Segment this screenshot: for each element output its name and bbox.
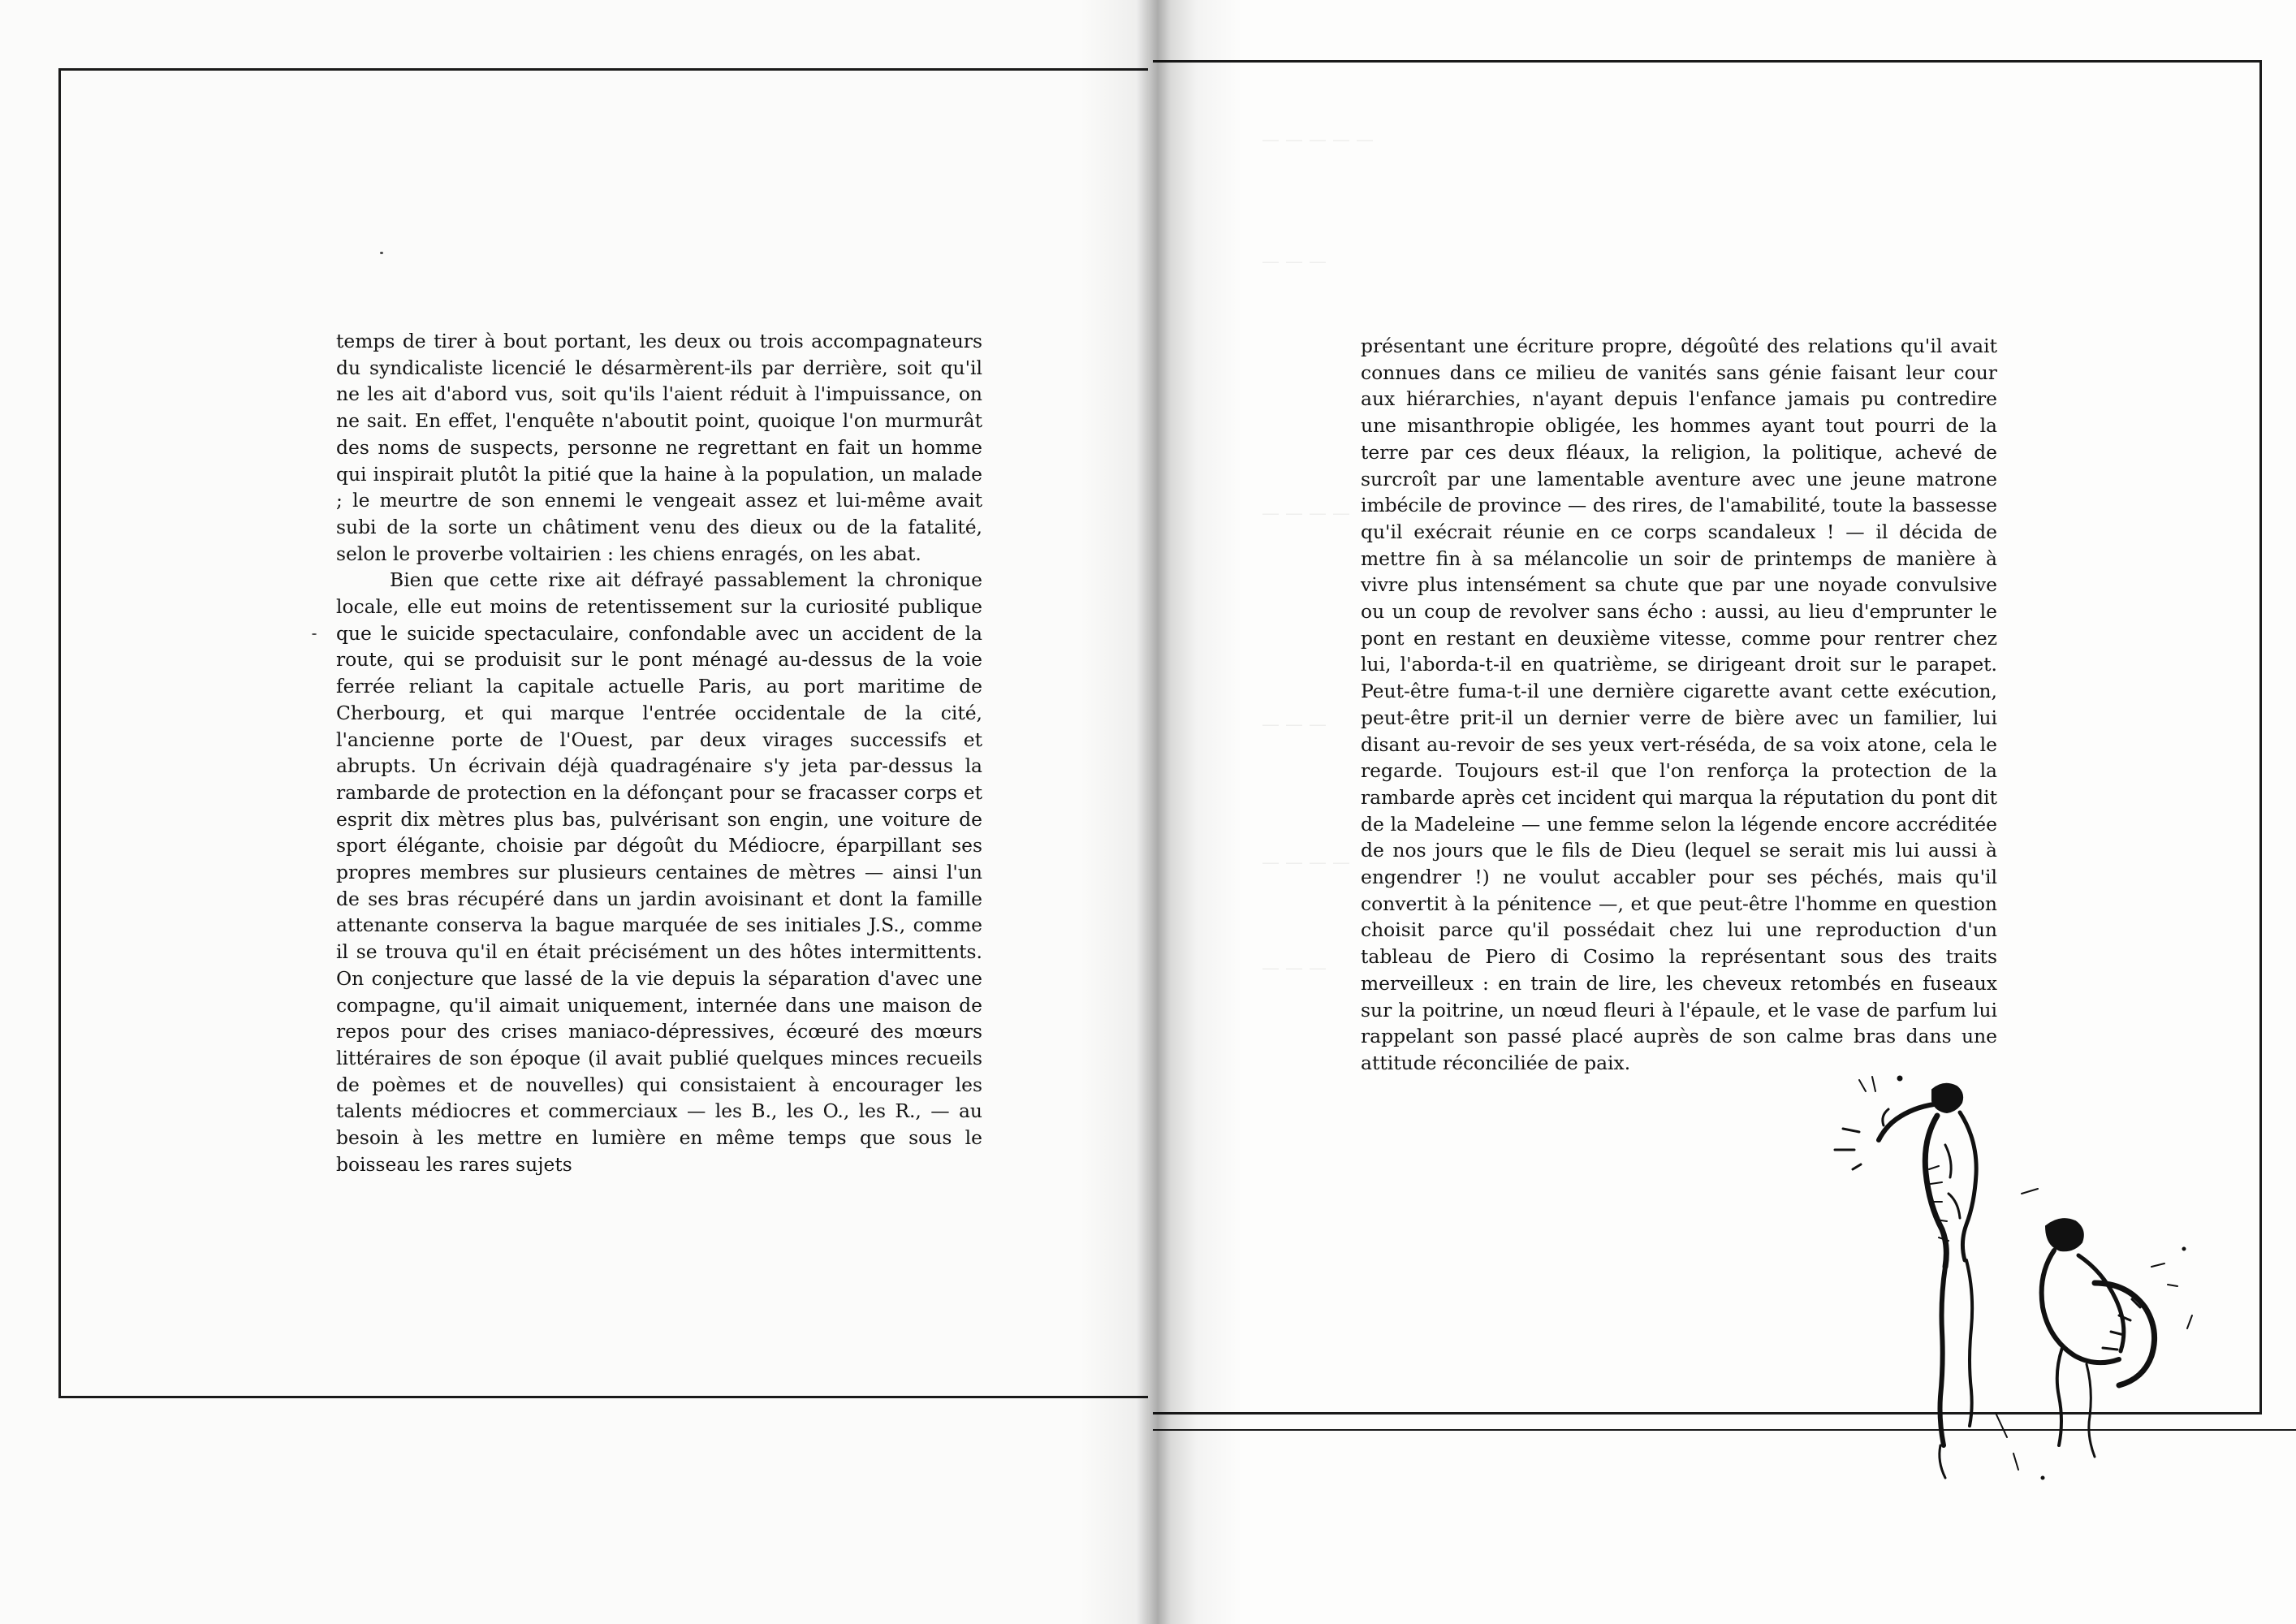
right-paragraph-1: présentant une écriture propre, dégoûté des relations qu'il avait connues dans ce milieu de vanités sans génie faisant leur cour aux hiérarchies, n'ayant depuis l'enfance jamais pu contredire une misanthropie obligée, les hommes ayant tout pourri de la terre par ces deux fléaux, la religion, la politique, achevé de surcroît par une lamentable aventure avec une jeune matrone imbécile de province — des rires, de l'amabilité, toute la bassesse qu'il exécrait réunie en ce corps scandaleux ! — il décida de mettre fin à sa mélancolie un soir de printemps de manière à vivre plus intensément sa chute que par une noyade convulsive ou un coup de revolver sans écho : aussi, au lieu d'emprunter le pont en restant en deuxième vitesse, comme pour rentrer chez lui, l'aborda-t-il en quatrième, se dirigeant droit sur le parapet. Peut-être fuma-t-il une dernière cigarette avant cette exécution, peut-être prit-il un dernier verre de bière avec un familier, lui disant au-revoir de ses yeux vert-réséda, de sa voix atone, cela le regarde. Toujours est-il que l'on renforça la protection de la rambarde après cet incident qui marqua la réputation du pont dit de la Madeleine — une femme selon la légende encore accréditée de nos jours que le fils de Dieu (lequel se serait mis lui aussi à engendrer !) ne voulut accabler pour ses péchés, mais qu'il convertit à la pénitence —, et que peut-être l'homme en question choisit parce qu'il possédait chez lui une reproduction d'un tableau de Piero di Cosimo la représentant sous des traits merveilleux : en train de lire, les cheveux retombés en fuseaux sur la poitrine, un nœud fleuri à l'épaule, et le vase de parfum lui rappelant son passé placé auprès de son calme bras dans une attitude réconciliée de paix. xyxy=(1361,335,1997,1074)
show-through-mark: — — — xyxy=(1262,958,1327,978)
print-speck xyxy=(380,252,383,254)
show-through-mark: — — — — xyxy=(1262,503,1350,524)
show-through-mark: — — — — xyxy=(1262,853,1350,873)
show-through-mark: — — — xyxy=(1262,252,1327,272)
show-through-mark: — — — — — xyxy=(1262,130,1374,150)
right-page-text xyxy=(1361,333,1997,1077)
left-paragraph-1: temps de tirer à bout portant, les deux ou trois accompagnateurs du syndicaliste licencié le désarmèrent-ils par derrière, soit qu'il ne les ait d'abord vus, soit qu'ils l'aient réduit à l'impuissance, on ne sait. En effet, l'enquête n'aboutit point, quoique l'on murmurât des noms de suspects, personne ne regrettant en fait un homme qui inspirait plutôt la pitié que la haine à la population, un malade ; le meurtre de son ennemi le vengeait assez et lui-même avait subi de la sorte un châtiment venu des dieux ou de la fatalité, selon le proverbe voltairien : les chiens enragés, on les abat. xyxy=(336,330,982,565)
left-paragraph-2: Bien que cette rixe ait défrayé passablement la chronique locale, elle eut moins de retentissement sur la curiosité publique que le suicide spectaculaire, confondable avec un accident de la route, qui se produisit sur le pont ménagé au-dessus de la voie ferrée reliant la capitale actuelle Paris, au port maritime de Cherbourg, et qui marque l'entrée occidentale de la cité, l'ancienne porte de l'Ouest, par deux virages successifs et abrupts. Un écrivain déjà quadragénaire s'y jeta par-dessus la rambarde de protection en la défonçant pour se fracasser corps et esprit dix mètres plus bas, pulvérisant son engin, une voiture de sport élégante, choisie par dégoût du Médiocre, éparpillant ses propres membres sur plusieurs centaines de mètres — ainsi l'un de ses bras récupéré dans un jardin avoisinant et dont la famille attenante conserva la bague marquée de ses initiales J.S., comme il se trouva qu'il en était précisément un des hôtes intermittents. On conjecture que lassé de la vie depuis la séparation d'avec une compagne, qu'il aimait uniquement, internée dans une maison de repos pour des crises maniaco-dépressives, écœuré des mœurs littéraires de son époque (il avait publié quelques minces recueils de poèmes et de nouvelles) qui consistaient à encourager les talents médiocres et commerciaux — les B., les O., les R., — au besoin à les mettre en lumière en même temps que sous le boisseau les rares sujets xyxy=(336,568,982,1176)
left-page-text xyxy=(336,328,982,1178)
print-speck xyxy=(312,633,317,635)
ink-sketch-illustration xyxy=(1810,1072,2200,1494)
show-through-mark: — — — xyxy=(1262,715,1327,735)
